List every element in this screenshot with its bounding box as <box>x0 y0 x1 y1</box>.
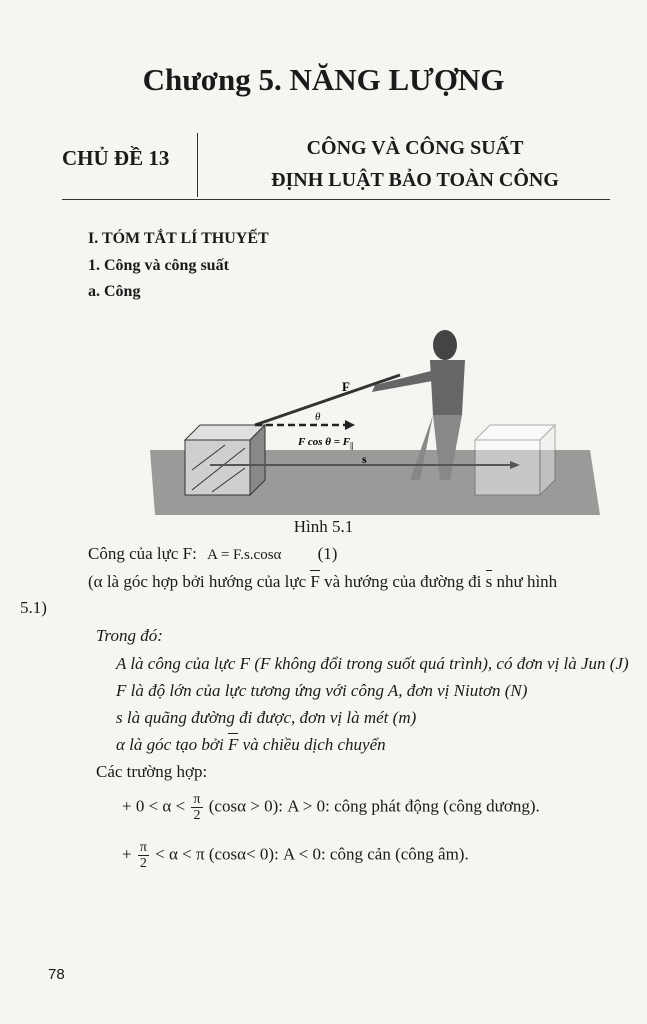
definition-s: s là quãng đường đi được, đơn vị là mét (m) <box>116 708 417 727</box>
topic-title-line1: CÔNG VÀ CÔNG SUẤT <box>306 137 524 159</box>
fraction <box>138 840 149 871</box>
vector-F: F <box>227 735 239 754</box>
label-theta: θ <box>315 411 321 423</box>
note-text: và hướng của đường đi <box>324 572 482 591</box>
crate-right <box>475 425 555 495</box>
text: + <box>122 844 132 864</box>
text: < α < π (cosα< 0): A < 0: công cản (công âm). <box>155 844 469 864</box>
formula-intro: Công của lực F: <box>88 544 197 563</box>
formula: A = F.s.cosα <box>207 547 282 563</box>
formula-number: (1) <box>317 544 338 563</box>
note-text: như hình <box>496 572 558 591</box>
divider-vertical <box>197 133 198 197</box>
numerator: π <box>139 840 147 855</box>
definition-F: F là độ lớn của lực tương ứng với công A, đơn vị Niutơn (N) <box>116 681 528 700</box>
label-F: F <box>342 379 350 394</box>
note-text: (α là góc hợp bởi hướng của lực <box>88 572 307 591</box>
label-component: F $\cos \theta = F_{||}$ <box>298 436 354 450</box>
text: + 0 < α < <box>122 796 186 816</box>
text: α là góc tạo bởi <box>116 735 224 754</box>
figure-5-1 <box>150 330 600 520</box>
topic-label: CHỦ ĐỀ 13 <box>62 146 170 170</box>
vector-F: F <box>310 572 320 591</box>
formula-line <box>88 544 337 564</box>
figure-caption: Hình 5.1 <box>293 517 354 536</box>
numerator: π <box>193 792 201 807</box>
cases-label: Các trường hợp: <box>96 762 208 781</box>
rope-force-vector <box>255 375 400 425</box>
page-number: 78 <box>48 966 65 983</box>
note-line <box>88 572 557 592</box>
subsubsection-heading: a. Công <box>88 283 141 300</box>
vector-s: s <box>485 572 493 591</box>
definition-alpha <box>116 735 386 755</box>
case-2 <box>122 840 469 871</box>
denominator: 2 <box>139 856 147 871</box>
divider-horizontal <box>62 199 610 200</box>
definition-A: A là công của lực F (F không đổi trong suốt quá trình), có đơn vị là Jun (J) <box>116 654 629 673</box>
text: và chiều dịch chuyển <box>242 735 386 754</box>
case-1 <box>122 792 540 823</box>
chapter-title: Chương 5. NĂNG LƯỢNG <box>142 62 505 97</box>
denominator: 2 <box>193 808 201 823</box>
note-continuation: 5.1) <box>20 598 47 617</box>
subsection-heading: 1. Công và công suất <box>88 257 229 274</box>
text: (cosα > 0): A > 0: công phát động (công dương). <box>208 796 540 816</box>
fraction <box>191 792 202 823</box>
crate-left <box>185 425 265 495</box>
section-heading: I. TÓM TẮT LÍ THUYẾT <box>88 230 269 247</box>
where-label: Trong đó: <box>96 626 163 645</box>
topic-title-line2: ĐỊNH LUẬT BẢO TOÀN CÔNG <box>271 169 559 191</box>
label-s: s <box>362 452 367 466</box>
